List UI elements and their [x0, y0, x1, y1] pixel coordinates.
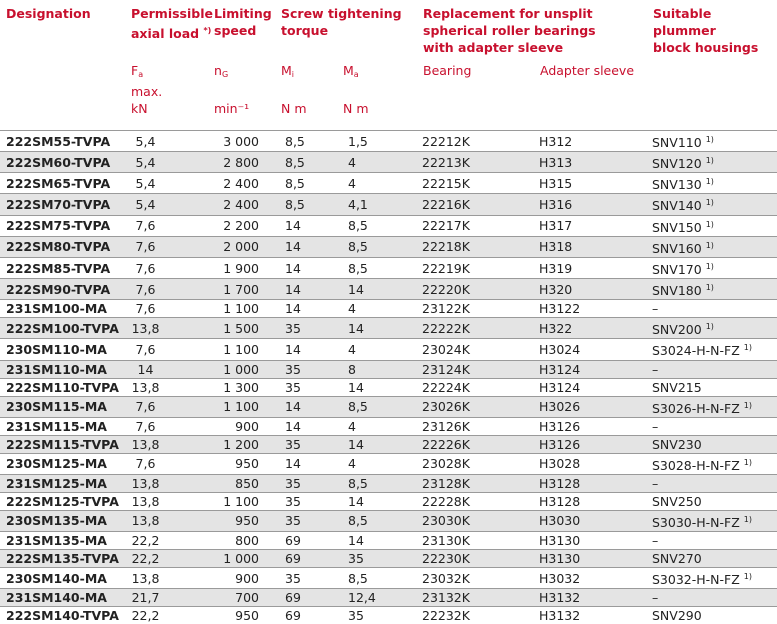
header-replacement: Replacement for unsplit spherical roller bearings with adapter sleeve [423, 5, 596, 56]
cell-sleeve: H3132 [537, 589, 650, 607]
cell-mi: 69 [278, 607, 340, 624]
footnote-marker: 1) [706, 177, 714, 186]
cell-fa: 5,4 [128, 152, 211, 173]
cell-designation: 222SM90-TVPA [0, 279, 128, 300]
cell-mi: 35 [278, 492, 340, 510]
table-row [0, 435, 777, 453]
cell-bearing: 22215K [420, 173, 537, 194]
table-row [0, 339, 777, 360]
table-row [0, 417, 777, 435]
cell-designation: 231SM125-MA [0, 474, 128, 492]
cell-bearing: 22224K [420, 378, 537, 396]
cell-mi: 14 [278, 215, 340, 236]
cell-sleeve: H312 [537, 131, 650, 152]
cell-ma: 8,5 [340, 474, 420, 492]
cell-bearing: 22230K [420, 550, 537, 568]
cell-bearing: 23128K [420, 474, 537, 492]
header-fa: $F_a$ max. kN [131, 62, 162, 117]
cell-housing: SNV140 $^{1)}$ [650, 194, 777, 215]
cell-ma: 35 [340, 550, 420, 568]
cell-bearing: 22232K [420, 607, 537, 624]
cell-designation: 222SM140-TVPA [0, 607, 128, 624]
footnote-marker: 1) [744, 515, 752, 524]
cell-ma: 14 [340, 279, 420, 300]
cell-sleeve: H3130 [537, 550, 650, 568]
table-row [0, 492, 777, 510]
table-row [0, 378, 777, 396]
cell-fa: 13,8 [128, 492, 211, 510]
cell-sleeve: H319 [537, 257, 650, 278]
cell-housing: – [650, 532, 777, 550]
table-row [0, 453, 777, 474]
table-row [0, 173, 777, 194]
cell-housing: SNV170 $^{1)}$ [650, 257, 777, 278]
cell-housing: SNV230 [650, 435, 777, 453]
cell-sleeve: H3126 [537, 435, 650, 453]
cell-housing: – [650, 417, 777, 435]
cell-bearing: 23026K [420, 396, 537, 417]
cell-mi: 8,5 [278, 194, 340, 215]
cell-ma: 4 [340, 453, 420, 474]
cell-designation: 230SM135-MA [0, 510, 128, 531]
cell-fa: 5,4 [128, 131, 211, 152]
cell-bearing: 22216K [420, 194, 537, 215]
header-designation: Designation [6, 5, 91, 22]
cell-sleeve: H3124 [537, 378, 650, 396]
cell-housing: S3024-H-N-FZ $^{1)}$ [650, 339, 777, 360]
cell-sleeve: H3030 [537, 510, 650, 531]
cell-ng: 800 [211, 532, 278, 550]
footnote-marker: 1) [706, 135, 714, 144]
cell-ma: 14 [340, 532, 420, 550]
cell-bearing: 22217K [420, 215, 537, 236]
cell-housing: SNV270 [650, 550, 777, 568]
cell-designation: 222SM85-TVPA [0, 257, 128, 278]
cell-housing: – [650, 300, 777, 318]
footnote-marker: 1) [706, 322, 714, 331]
cell-fa: 13,8 [128, 510, 211, 531]
footnote-marker: 1) [706, 220, 714, 229]
cell-bearing: 22218K [420, 236, 537, 257]
cell-mi: 35 [278, 378, 340, 396]
cell-fa: 21,7 [128, 589, 211, 607]
cell-ng: 2 400 [211, 194, 278, 215]
table-row [0, 532, 777, 550]
cell-bearing: 23030K [420, 510, 537, 531]
cell-mi: 14 [278, 417, 340, 435]
cell-mi: 35 [278, 318, 340, 339]
cell-fa: 7,6 [128, 215, 211, 236]
cell-ma: 8,5 [340, 257, 420, 278]
cell-sleeve: H322 [537, 318, 650, 339]
cell-ng: 1 100 [211, 396, 278, 417]
cell-housing: SNV160 $^{1)}$ [650, 236, 777, 257]
cell-designation: 230SM115-MA [0, 396, 128, 417]
cell-ma: 4 [340, 300, 420, 318]
table-row [0, 279, 777, 300]
cell-ng: 1 000 [211, 360, 278, 378]
cell-designation: 231SM140-MA [0, 589, 128, 607]
cell-ma: 14 [340, 318, 420, 339]
cell-ma: 8,5 [340, 215, 420, 236]
cell-sleeve: H318 [537, 236, 650, 257]
cell-bearing: 23122K [420, 300, 537, 318]
cell-designation: 231SM110-MA [0, 360, 128, 378]
cell-ng: 700 [211, 589, 278, 607]
cell-housing: – [650, 360, 777, 378]
cell-housing: SNV290 [650, 607, 777, 624]
cell-housing: SNV120 $^{1)}$ [650, 152, 777, 173]
footnote-marker: 1) [706, 241, 714, 250]
table-row [0, 236, 777, 257]
cell-sleeve: H3122 [537, 300, 650, 318]
cell-bearing: 22213K [420, 152, 537, 173]
cell-mi: 14 [278, 396, 340, 417]
header-ng: $n_G$ min⁻¹ [214, 62, 249, 117]
cell-fa: 7,6 [128, 257, 211, 278]
cell-ng: 900 [211, 568, 278, 589]
cell-ma: 12,4 [340, 589, 420, 607]
cell-ng: 2 200 [211, 215, 278, 236]
cell-fa: 22,2 [128, 550, 211, 568]
table-row [0, 215, 777, 236]
cell-sleeve: H320 [537, 279, 650, 300]
cell-fa: 13,8 [128, 318, 211, 339]
cell-bearing: 23132K [420, 589, 537, 607]
cell-fa: 13,8 [128, 378, 211, 396]
cell-fa: 7,6 [128, 279, 211, 300]
cell-mi: 14 [278, 257, 340, 278]
cell-ma: 8 [340, 360, 420, 378]
cell-ma: 4 [340, 417, 420, 435]
cell-fa: 22,2 [128, 607, 211, 624]
cell-designation: 222SM65-TVPA [0, 173, 128, 194]
cell-designation: 222SM75-TVPA [0, 215, 128, 236]
cell-ma: 8,5 [340, 236, 420, 257]
cell-sleeve: H3124 [537, 360, 650, 378]
cell-fa: 7,6 [128, 396, 211, 417]
cell-housing: SNV250 [650, 492, 777, 510]
cell-designation: 230SM110-MA [0, 339, 128, 360]
table-row [0, 318, 777, 339]
header-limiting-speed: Limiting speed [214, 5, 272, 39]
cell-mi: 35 [278, 360, 340, 378]
cell-housing: SNV150 $^{1)}$ [650, 215, 777, 236]
cell-mi: 69 [278, 589, 340, 607]
table-row [0, 396, 777, 417]
cell-sleeve: H316 [537, 194, 650, 215]
cell-fa: 13,8 [128, 568, 211, 589]
cell-bearing: 22212K [420, 131, 537, 152]
cell-fa: 13,8 [128, 474, 211, 492]
cell-housing: S3026-H-N-FZ $^{1)}$ [650, 396, 777, 417]
cell-ma: 4 [340, 339, 420, 360]
cell-ng: 1 100 [211, 300, 278, 318]
cell-ng: 900 [211, 417, 278, 435]
cell-fa: 5,4 [128, 173, 211, 194]
cell-designation: 222SM80-TVPA [0, 236, 128, 257]
header-screw-torque: Screw tightening torque [281, 5, 402, 39]
table-row [0, 474, 777, 492]
cell-mi: 69 [278, 532, 340, 550]
cell-mi: 8,5 [278, 131, 340, 152]
table-row [0, 607, 777, 624]
cell-ng: 1 100 [211, 492, 278, 510]
cell-housing: S3030-H-N-FZ $^{1)}$ [650, 510, 777, 531]
table-row [0, 360, 777, 378]
cell-fa: 22,2 [128, 532, 211, 550]
cell-sleeve: H3026 [537, 396, 650, 417]
cell-housing: – [650, 474, 777, 492]
cell-fa: 7,6 [128, 339, 211, 360]
footnote-marker: 1) [706, 198, 714, 207]
cell-mi: 35 [278, 435, 340, 453]
cell-bearing: 22226K [420, 435, 537, 453]
cell-fa: 7,6 [128, 417, 211, 435]
table-row [0, 194, 777, 215]
cell-sleeve: H3126 [537, 417, 650, 435]
footnote-marker: 1) [706, 283, 714, 292]
cell-sleeve: H315 [537, 173, 650, 194]
table-row [0, 550, 777, 568]
cell-sleeve: H3128 [537, 492, 650, 510]
cell-mi: 14 [278, 339, 340, 360]
cell-ma: 4 [340, 152, 420, 173]
footnote-marker: 1) [706, 156, 714, 165]
cell-sleeve: H317 [537, 215, 650, 236]
cell-bearing: 22220K [420, 279, 537, 300]
header-axial-load: Permissible axial load *) [131, 5, 213, 42]
table-row [0, 510, 777, 531]
cell-bearing: 23124K [420, 360, 537, 378]
cell-ng: 2 400 [211, 173, 278, 194]
table-row [0, 131, 777, 152]
table-header [0, 5, 777, 115]
cell-ng: 950 [211, 510, 278, 531]
cell-mi: 35 [278, 474, 340, 492]
cell-bearing: 22228K [420, 492, 537, 510]
cell-ng: 950 [211, 607, 278, 624]
cell-housing: SNV110 $^{1)}$ [650, 131, 777, 152]
cell-sleeve: H3028 [537, 453, 650, 474]
cell-bearing: 22222K [420, 318, 537, 339]
cell-ng: 2 000 [211, 236, 278, 257]
cell-mi: 14 [278, 300, 340, 318]
cell-ma: 4 [340, 173, 420, 194]
cell-ng: 3 000 [211, 131, 278, 152]
axial-load-footnote: *) [203, 26, 211, 35]
cell-bearing: 23032K [420, 568, 537, 589]
cell-housing: S3032-H-N-FZ $^{1)}$ [650, 568, 777, 589]
cell-bearing: 23028K [420, 453, 537, 474]
cell-designation: 222SM60-TVPA [0, 152, 128, 173]
table-row [0, 257, 777, 278]
bearing-table [0, 130, 777, 624]
cell-designation: 222SM135-TVPA [0, 550, 128, 568]
cell-bearing: 22219K [420, 257, 537, 278]
cell-designation: 222SM100-TVPA [0, 318, 128, 339]
cell-ma: 14 [340, 435, 420, 453]
cell-ma: 8,5 [340, 396, 420, 417]
cell-designation: 230SM125-MA [0, 453, 128, 474]
cell-ma: 14 [340, 378, 420, 396]
cell-ma: 35 [340, 607, 420, 624]
footnote-marker: 1) [706, 262, 714, 271]
cell-mi: 69 [278, 550, 340, 568]
cell-designation: 222SM70-TVPA [0, 194, 128, 215]
cell-ng: 1 900 [211, 257, 278, 278]
cell-sleeve: H3132 [537, 607, 650, 624]
cell-designation: 222SM125-TVPA [0, 492, 128, 510]
table-row [0, 152, 777, 173]
table-row [0, 589, 777, 607]
cell-ma: 8,5 [340, 568, 420, 589]
cell-sleeve: H3032 [537, 568, 650, 589]
cell-mi: 14 [278, 279, 340, 300]
cell-housing: SNV130 $^{1)}$ [650, 173, 777, 194]
cell-designation: 231SM115-MA [0, 417, 128, 435]
header-ma: $M_a$ N m [343, 62, 369, 117]
header-mi: $M_i$ N m [281, 62, 307, 117]
cell-mi: 35 [278, 510, 340, 531]
cell-ng: 1 500 [211, 318, 278, 339]
cell-designation: 231SM135-MA [0, 532, 128, 550]
footnote-marker: 1) [744, 343, 752, 352]
cell-bearing: 23126K [420, 417, 537, 435]
cell-ng: 2 800 [211, 152, 278, 173]
footnote-marker: 1) [744, 572, 752, 581]
cell-fa: 7,6 [128, 453, 211, 474]
footnote-marker: 1) [744, 401, 752, 410]
cell-sleeve: H313 [537, 152, 650, 173]
cell-designation: 231SM100-MA [0, 300, 128, 318]
cell-ng: 1 100 [211, 339, 278, 360]
header-bearing: Bearing [423, 62, 471, 79]
cell-mi: 8,5 [278, 173, 340, 194]
table-row [0, 568, 777, 589]
cell-mi: 14 [278, 453, 340, 474]
cell-mi: 14 [278, 236, 340, 257]
cell-fa: 14 [128, 360, 211, 378]
cell-ng: 950 [211, 453, 278, 474]
cell-fa: 13,8 [128, 435, 211, 453]
cell-sleeve: H3128 [537, 474, 650, 492]
header-adapter-sleeve: Adapter sleeve [540, 62, 634, 79]
cell-sleeve: H3024 [537, 339, 650, 360]
cell-bearing: 23024K [420, 339, 537, 360]
cell-ma: 1,5 [340, 131, 420, 152]
cell-ma: 4,1 [340, 194, 420, 215]
table-row [0, 300, 777, 318]
footnote-marker: 1) [744, 458, 752, 467]
cell-ng: 1 300 [211, 378, 278, 396]
cell-ma: 8,5 [340, 510, 420, 531]
cell-fa: 7,6 [128, 236, 211, 257]
cell-designation: 222SM55-TVPA [0, 131, 128, 152]
cell-fa: 5,4 [128, 194, 211, 215]
header-housings: Suitable plummer block housings [653, 5, 777, 56]
table-body [0, 131, 777, 624]
cell-ma: 14 [340, 492, 420, 510]
cell-ng: 1 200 [211, 435, 278, 453]
cell-mi: 8,5 [278, 152, 340, 173]
cell-ng: 850 [211, 474, 278, 492]
cell-designation: 230SM140-MA [0, 568, 128, 589]
cell-housing: SNV200 $^{1)}$ [650, 318, 777, 339]
cell-ng: 1 000 [211, 550, 278, 568]
cell-ng: 1 700 [211, 279, 278, 300]
cell-housing: SNV180 $^{1)}$ [650, 279, 777, 300]
cell-designation: 222SM115-TVPA [0, 435, 128, 453]
cell-bearing: 23130K [420, 532, 537, 550]
cell-housing: – [650, 589, 777, 607]
cell-housing: SNV215 [650, 378, 777, 396]
cell-mi: 35 [278, 568, 340, 589]
cell-housing: S3028-H-N-FZ $^{1)}$ [650, 453, 777, 474]
cell-sleeve: H3130 [537, 532, 650, 550]
cell-fa: 7,6 [128, 300, 211, 318]
cell-designation: 222SM110-TVPA [0, 378, 128, 396]
